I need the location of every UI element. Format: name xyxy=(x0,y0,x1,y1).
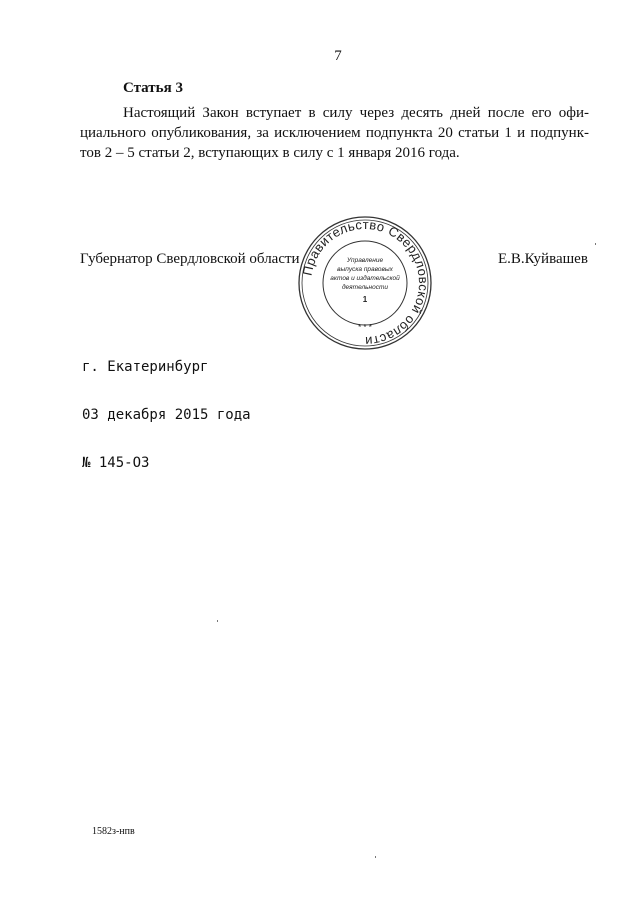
city: г. Екатеринбург xyxy=(82,359,209,375)
seal-stars: * * * xyxy=(358,323,372,332)
article-body xyxy=(80,103,589,163)
footer-code: 1582з-нпв xyxy=(92,826,135,837)
official-seal xyxy=(296,214,434,352)
seal-inner-line: выпуска правовых xyxy=(337,266,393,273)
seal-inner-line: деятельности xyxy=(341,284,389,291)
article-body-line: тов 2 – 5 статьи 2, вступающих в силу с 1 января 2016 года. xyxy=(80,145,460,161)
seal-outer-text: Правительство Свердловской области xyxy=(299,216,432,350)
date: 03 декабря 2015 года xyxy=(82,407,251,423)
scan-speck xyxy=(595,243,596,245)
article-body-line: циального опубликования, за исключением подпункта 20 статьи 1 и подпунк- xyxy=(80,125,589,141)
governor-name: Е.В.Куйвашев xyxy=(498,251,588,267)
seal-inner-line: актов и издательской xyxy=(330,275,400,282)
seal-number: 1 xyxy=(362,295,368,304)
law-number: № 145-ОЗ xyxy=(82,455,150,471)
article-body-line: Настоящий Закон вступает в силу через десять дней после его офи- xyxy=(123,105,589,121)
article-heading: Статья 3 xyxy=(123,80,183,96)
seal-inner-line: Управление xyxy=(346,257,384,264)
governor-title: Губернатор Свердловской области xyxy=(80,251,300,267)
place-date-block xyxy=(82,327,251,487)
scan-speck xyxy=(217,620,218,622)
scan-speck xyxy=(375,856,376,858)
page-number: 7 xyxy=(334,48,342,64)
